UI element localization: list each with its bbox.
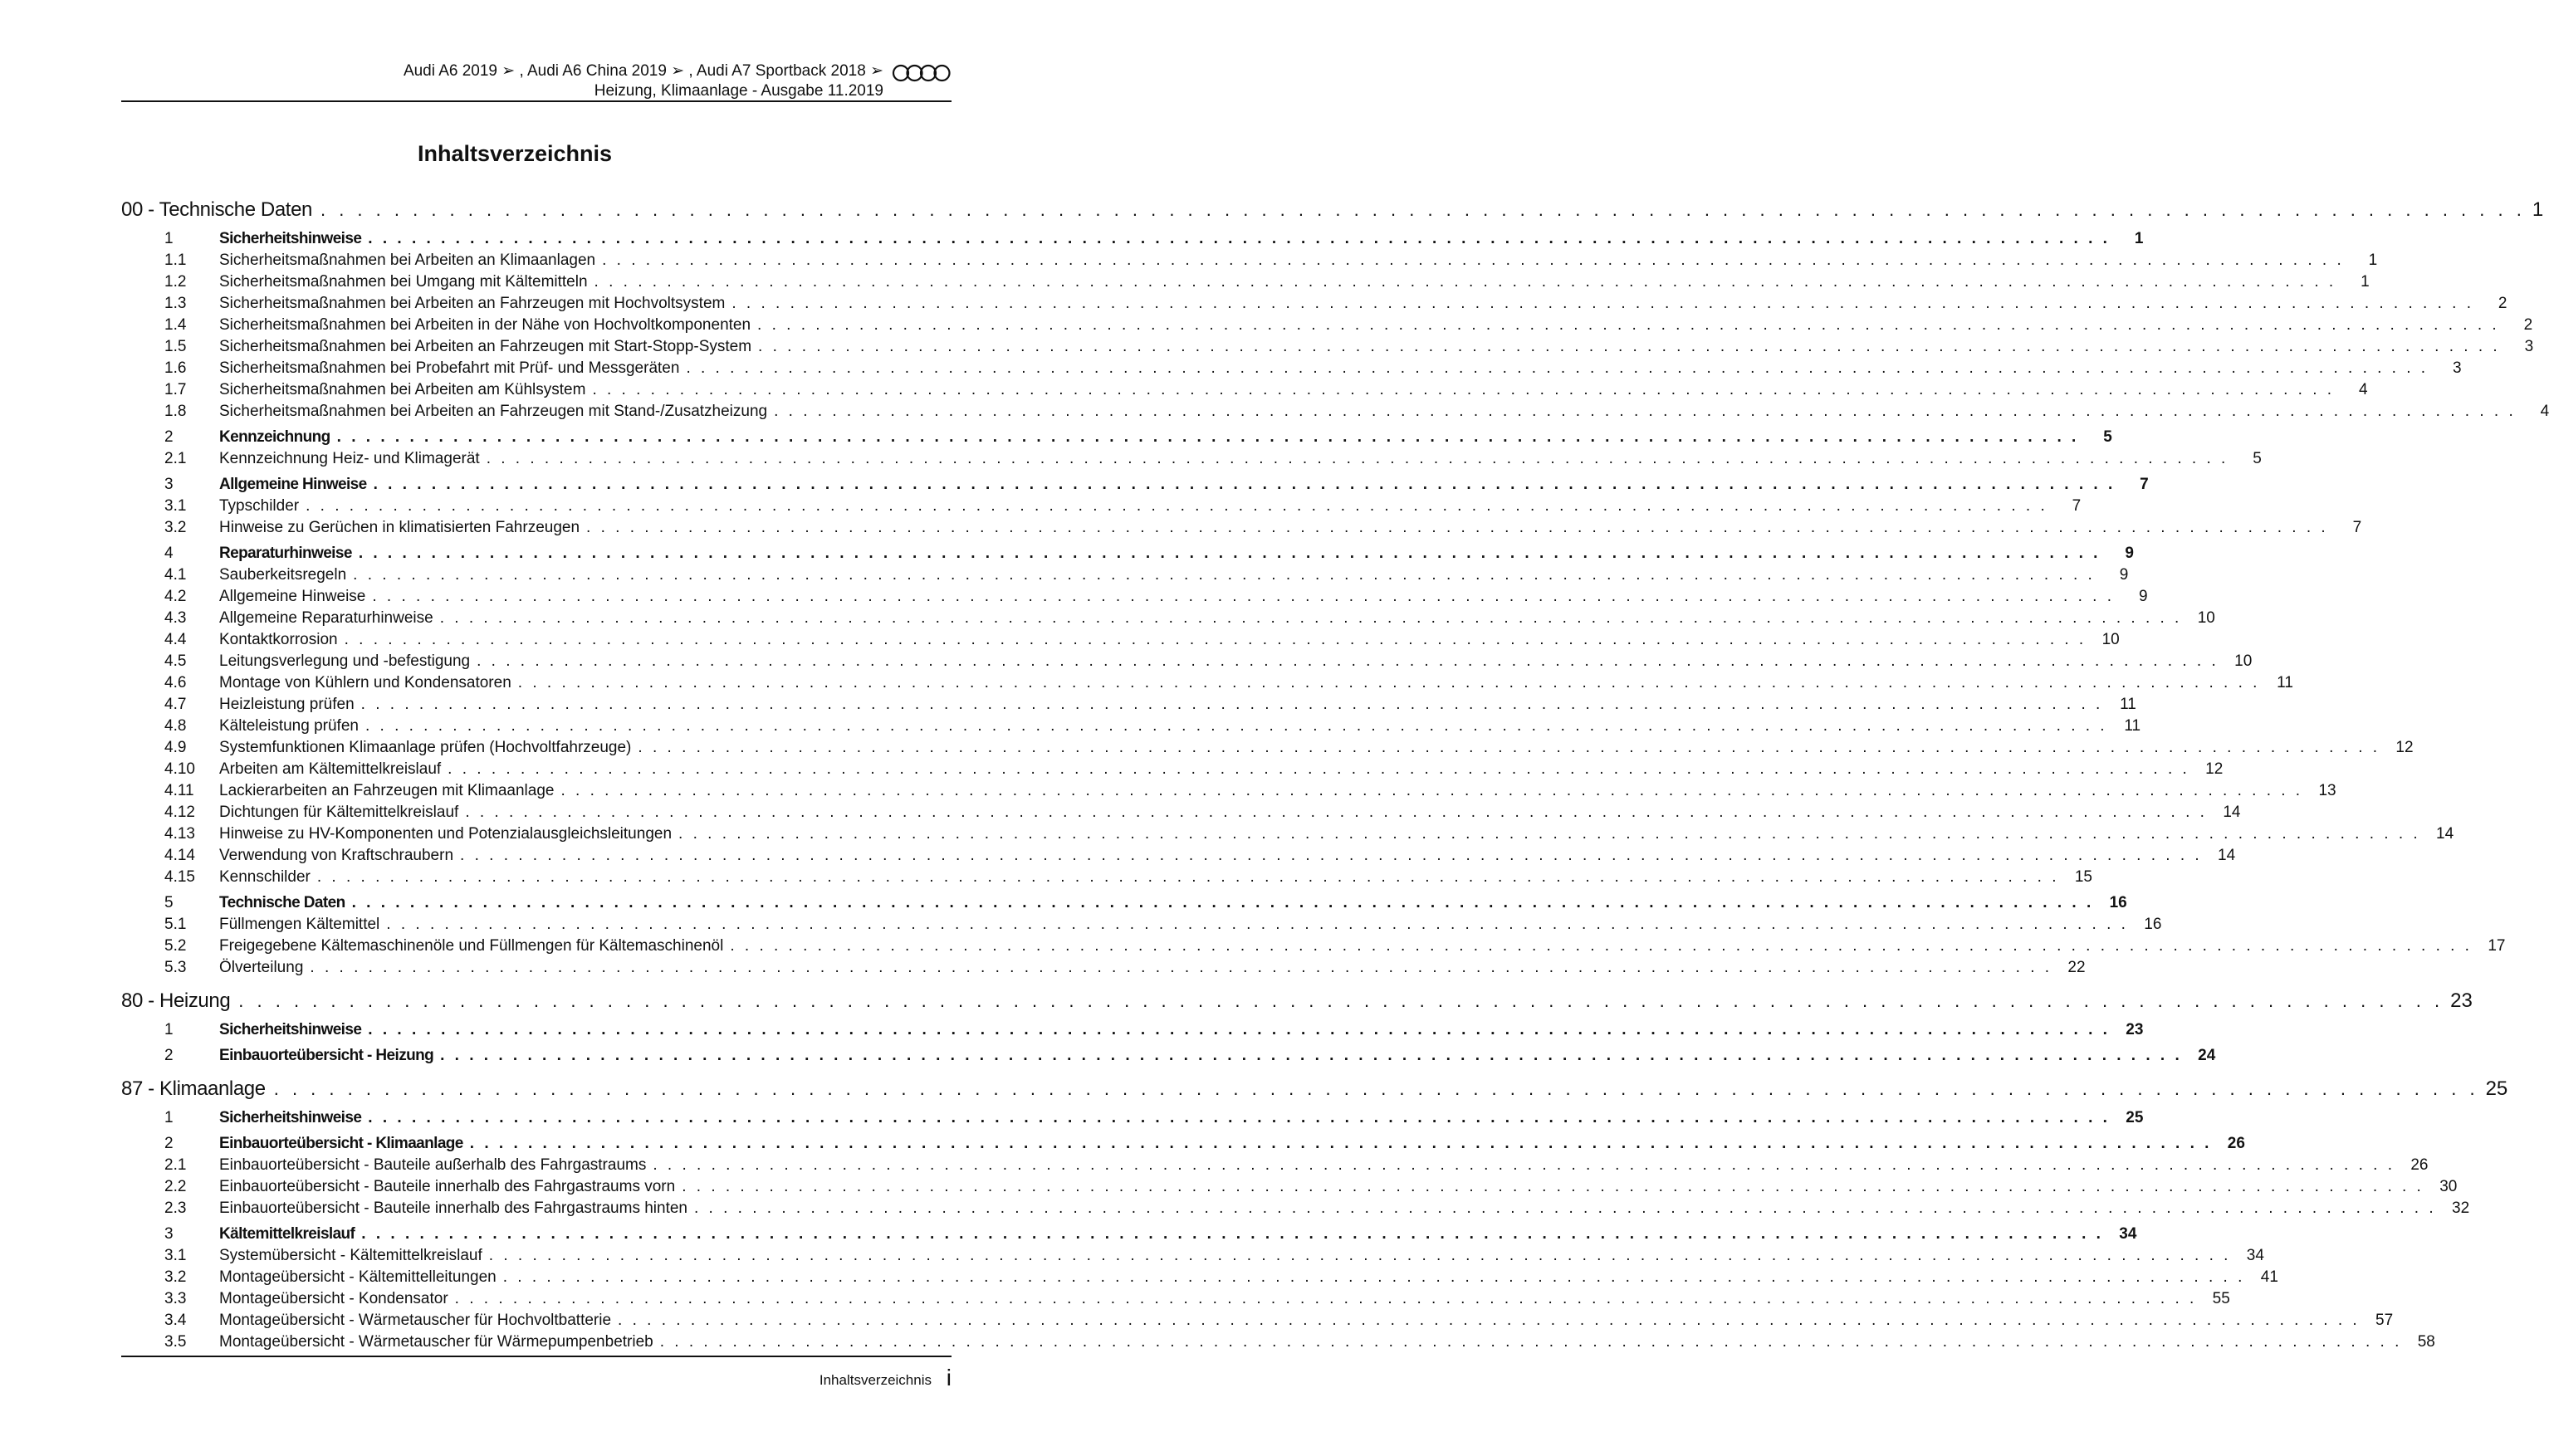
page-header — [121, 58, 952, 103]
entry-title: Sauberkeitsregeln — [219, 566, 347, 584]
toc-entry[interactable] — [121, 379, 2368, 401]
entry-title: Technische Daten — [219, 894, 345, 911]
entry-title: Sicherheitsmaßnahmen bei Arbeiten an Fahrzeugen mit Stand-/Zusatzheizung — [219, 403, 768, 420]
entry-number: 3.4 — [164, 1312, 187, 1329]
entry-page: 13 — [2318, 782, 2336, 799]
entry-number: 1.3 — [164, 295, 187, 312]
toc-entry[interactable] — [121, 1176, 2458, 1198]
toc-entry[interactable] — [121, 936, 2506, 957]
entry-number: 1 — [164, 1021, 174, 1038]
entry-title: Montageübersicht - Wärmetauscher für Wärmepumpenbetrieb — [219, 1333, 653, 1351]
toc-entry[interactable] — [121, 1155, 2429, 1176]
entry-title: Systemübersicht - Kältemittelkreislauf — [219, 1247, 482, 1264]
toc-entry[interactable] — [121, 823, 2454, 845]
toc-section[interactable] — [121, 474, 2149, 496]
leader-dots: . . . . . . . . . . . . . . . . . . . . . . . . . . . . . . . . . . . . . . . . . . . . . . . . . . . . . . . . . . . . . . . . . . . . . . . . . . . . . . . . . . . . . . . . . . . . . . . . . . . . . . . . . . . . . . . . . . . . . . . . — [454, 1290, 2197, 1307]
leader-dots: . . . . . . . . . . . . . . . . . . . . . . . . . . . . . . . . . . . . . . . . . . . . . . . . . . . . . . . . . . . . . . . . . . . . . . . . . . . . . . . . . . . . . . . . . . . . . . . . . . . . . . . . . . . . . . . . . . . . . . . . — [465, 804, 2208, 821]
entry-title: Sicherheitshinweise — [219, 1021, 362, 1038]
entry-page: 34 — [2246, 1247, 2264, 1264]
leader-dots: . . . . . . . . . . . . . . . . . . . . . . . . . . . . . . . . . . . . . . . . . . . . . . . . . . . . . . . . . . . . . . . . . . . . . . . . . . . . . . . . . . . . . . . . . . . . . . . . . . . . . . . . . . . . . . . . . . . . . . . . — [448, 760, 2190, 778]
entry-page: 2 — [2498, 295, 2507, 312]
entry-title: Sicherheitsmaßnahmen bei Arbeiten an Klimaanlagen — [219, 252, 596, 269]
entry-number: 2.2 — [164, 1178, 187, 1195]
toc-entry[interactable] — [121, 1310, 2394, 1331]
entry-number: 4.8 — [164, 717, 187, 735]
leader-dots: . . . . . . . . . . . . . . . . . . . . . . . . . . . . . . . . . . . . . . . . . . . . . . . . . . . . . . . . . . . . . . . . . . . . . . . . . . . . . . . . . . . . . . . . . . . . . . . . . . . . . . . . . . . . . . . . . . . . . . . . — [659, 1333, 2402, 1351]
entry-page: 9 — [2138, 588, 2148, 605]
entry-number: 4.15 — [164, 868, 195, 886]
entry-title: Ölverteilung — [219, 959, 304, 976]
toc-entry[interactable] — [121, 1331, 2435, 1353]
entry-title: Sicherheitsmaßnahmen bei Arbeiten in der Nähe von Hochvoltkomponenten — [219, 316, 751, 334]
entry-page: 1 — [2134, 230, 2144, 247]
entry-page: 22 — [2067, 959, 2086, 976]
entry-page: 57 — [2375, 1312, 2394, 1329]
entry-page: 16 — [2144, 916, 2162, 933]
entry-title: Montageübersicht - Kältemittelleitungen — [219, 1268, 497, 1286]
chapter-title: 80 - Heizung — [121, 989, 231, 1012]
entry-number: 1.5 — [164, 338, 187, 355]
entry-number: 4.2 — [164, 588, 187, 605]
entry-number: 1 — [164, 230, 174, 247]
toc-entry[interactable] — [121, 651, 2253, 672]
entry-page: 17 — [2488, 937, 2506, 955]
toc-entry[interactable] — [121, 1198, 2470, 1219]
entry-number: 1.6 — [164, 359, 187, 377]
entry-title: Heizleistung prüfen — [219, 696, 355, 713]
entry-page: 15 — [2074, 868, 2092, 886]
entry-number: 2 — [164, 428, 174, 446]
entry-page: 3 — [2524, 338, 2534, 355]
entry-title: Allgemeine Reparaturhinweise — [219, 609, 433, 627]
entry-title: Einbauorteübersicht - Bauteile innerhalb des Fahrgastraums hinten — [219, 1199, 687, 1217]
entry-number: 3 — [164, 476, 174, 493]
header-rule — [121, 100, 952, 102]
entry-page: 2 — [2523, 316, 2533, 334]
footer-label: Inhaltsverzeichnis — [819, 1372, 932, 1388]
table-of-contents — [121, 196, 2549, 1353]
entry-title: Allgemeine Hinweise — [219, 476, 367, 493]
toc-entry[interactable] — [121, 737, 2414, 759]
leader-dots: . . . . . . . . . . . . . . . . . . . . . . . . . . . . . . . . . . . . . . . . . . . . . . . . . . . . . . . . . . . . . . . . . . . . . . . . . . . . . . . . . . . . . . . . . . . . . . . . . . . . . . . . . . . . . . . . . . . . . . . . — [368, 230, 2111, 247]
entry-number: 4.9 — [164, 739, 187, 756]
entry-page: 5 — [2103, 428, 2112, 446]
toc-entry[interactable] — [121, 586, 2148, 608]
entry-title: Arbeiten am Kältemittelkreislauf — [219, 760, 442, 778]
entry-number: 4.6 — [164, 674, 187, 691]
entry-number: 1.1 — [164, 252, 187, 269]
entry-page: 23 — [2126, 1021, 2144, 1038]
leader-dots: . . . . . . . . . . . . . . . . . . . . . . . . . . . . . . . . . . . . . . . . . . . . . . . . . . . . . . . . . . . . . . . . . . . . . . . . . . . . . . . . . . . . . . . . . . . . . . . . . . . . . . . . . . . . . . . . . . . . . . . . — [368, 1109, 2111, 1126]
entry-title: Verwendung von Kraftschraubern — [219, 847, 454, 864]
leader-dots: . . . . . . . . . . . . . . . . . . . . . . . . . . . . . . . . . . . . . . . . . . . . . . . . . . . . . . . . . . . . . . . . . . . . . . . . . . . . . . . . . . . . . . . . . . . . . . . . . . . . . . . . . . . . . . . . . . . . . . . . — [486, 450, 2229, 467]
entry-title: Sicherheitsmaßnahmen bei Arbeiten an Fahrzeugen mit Hochvoltsystem — [219, 295, 726, 312]
leader-dots: . . . . . . . . . . . . . . . . . . . . . . . . . . . . . . . . . . . . . . . . . . . . . . . . . . . . . . . . . . . . . . . . . . . . . . . . . . . . . . . . . . . . . . . . . . . . . . . . . . . . . . . . . . . . . . . . . . . . . . . . — [351, 894, 2094, 911]
toc-section[interactable] — [121, 543, 2134, 564]
page-title: Inhaltsverzeichnis — [417, 141, 613, 166]
header-edition: Heizung, Klimaanlage - Ausgabe 11.2019 — [594, 82, 883, 100]
entry-number: 1.4 — [164, 316, 187, 334]
entry-page: 14 — [2223, 804, 2241, 821]
audi-rings-logo — [892, 64, 952, 82]
chapter-page: 1 — [2532, 198, 2544, 221]
entry-page: 34 — [2119, 1225, 2137, 1243]
toc-entry[interactable] — [121, 250, 2378, 271]
toc-section[interactable] — [121, 1045, 2216, 1067]
entry-title: Montageübersicht - Wärmetauscher für Hochvoltbatterie — [219, 1312, 612, 1329]
toc-entry[interactable] — [121, 608, 2215, 629]
header-models: Audi A6 2019 ➢ , Audi A6 China 2019 ➢ , Audi A7 Sportback 2018 ➢ — [403, 62, 883, 80]
leader-dots: . . . . . . . . . . . . . . . . . . . . . . . . . . . . . . . . . . . . . . . . . . . . . . . . . . . . . . . . . . . . . . . . . . . . . . . . . . . . . . . . . . . . . . . . . . . . . . . . . . . . . . . . . . . . . . . . . . . . . . . . — [238, 990, 2444, 1011]
entry-page: 14 — [2218, 847, 2236, 864]
entry-title: Füllmengen Kältemittel — [219, 916, 380, 933]
entry-page: 11 — [2277, 674, 2293, 691]
entry-number: 1.2 — [164, 273, 187, 291]
leader-dots: . . . . . . . . . . . . . . . . . . . . . . . . . . . . . . . . . . . . . . . . . . . . . . . . . . . . . . . . . . . . . . . . . . . . . . . . . . . . . . . . . . . . . . . . . . . . . . . . . . . . . . . . . . . . . . . . . . . . . . . . — [618, 1312, 2361, 1329]
toc-section[interactable] — [121, 1224, 2137, 1245]
leader-dots: . . . . . . . . . . . . . . . . . . . . . . . . . . . . . . . . . . . . . . . . . . . . . . . . . . . . . . . . . . . . . . . . . . . . . . . . . . . . . . . . . . . . . . . . . . . . . . . . . . . . . . . . . . . . . . . . . . . . . . . . — [586, 519, 2329, 536]
toc-chapter[interactable] — [121, 1075, 2508, 1103]
entry-page: 26 — [2410, 1156, 2429, 1174]
leader-dots: . . . . . . . . . . . . . . . . . . . . . . . . . . . . . . . . . . . . . . . . . . . . . . . . . . . . . . . . . . . . . . . . . . . . . . . . . . . . . . . . . . . . . . . . . . . . . . . . . . . . . . . . . . . . . . . . . . . . . . . . — [638, 739, 2380, 756]
entry-page: 7 — [2072, 497, 2082, 515]
entry-title: Einbauorteübersicht - Klimaanlage — [219, 1135, 463, 1152]
entry-page: 24 — [2198, 1047, 2216, 1064]
entry-number: 4.13 — [164, 825, 195, 843]
toc-entry[interactable] — [121, 1267, 2278, 1288]
entry-title: Freigegebene Kältemaschinenöle und Füllmengen für Kältemaschinenöl — [219, 937, 724, 955]
entry-number: 1 — [164, 1109, 174, 1126]
leader-dots: . . . . . . . . . . . . . . . . . . . . . . . . . . . . . . . . . . . . . . . . . . . . . . . . . . . . . . . . . . . . . . . . . . . . . . . . . . . . . . . . . . . . . . . . . . . . . . . . . . . . . . . . . . . . . . . . . . . . . . . . — [364, 717, 2108, 735]
leader-dots: . . . . . . . . . . . . . . . . . . . . . . . . . . . . . . . . . . . . . . . . . . . . . . . . . . . . . . . . . . . . . . . . . . . . . . . . . . . . . . . . . . . . . . . . . . . . . . . . . . . . . . . . . . . . . . . . . . . . . . . . — [477, 652, 2219, 670]
entry-number: 4.5 — [164, 652, 187, 670]
leader-dots: . . . . . . . . . . . . . . . . . . . . . . . . . . . . . . . . . . . . . . . . . . . . . . . . . . . . . . . . . . . . . . . . . . . . . . . . . . . . . . . . . . . . . . . . . . . . . . . . . . . . . . . . . . . . . . . . . . . . . . . . — [306, 497, 2048, 515]
leader-dots: . . . . . . . . . . . . . . . . . . . . . . . . . . . . . . . . . . . . . . . . . . . . . . . . . . . . . . . . . . . . . . . . . . . . . . . . . . . . . . . . . . . . . . . . . . . . . . . . . . . . . . . . . . . . . . . . . . . . . . . . — [730, 937, 2473, 955]
entry-page: 7 — [2140, 476, 2149, 493]
entry-number: 5.1 — [164, 916, 187, 933]
entry-title: Montage von Kühlern und Kondensatoren — [219, 674, 511, 691]
leader-dots: . . . . . . . . . . . . . . . . . . . . . . . . . . . . . . . . . . . . . . . . . . . . . . . . . . . . . . . . . . . . . . . . . . . . . . . . . . . . . . . . . . . . . . . . . . . . . . . . . . . . . . . . . . . . . . . . . . . . . . . . — [353, 566, 2096, 584]
toc-entry[interactable] — [121, 957, 2086, 979]
entry-number: 4.1 — [164, 566, 187, 584]
entry-page: 1 — [2368, 252, 2378, 269]
chapter-page: 23 — [2450, 989, 2473, 1012]
entry-number: 3.2 — [164, 1268, 187, 1286]
entry-title: Einbauorteübersicht - Bauteile außerhalb des Fahrgastraums — [219, 1156, 647, 1174]
toc-section[interactable] — [121, 1107, 2144, 1129]
leader-dots: . . . . . . . . . . . . . . . . . . . . . . . . . . . . . . . . . . . . . . . . . . . . . . . . . . . . . . . . . . . . . . . . . . . . . . . . . . . . . . . . . . . . . . . . . . . . . . . . . . . . . . . . . . . . . . . . . . . . . . . . — [368, 1021, 2111, 1038]
leader-dots: . . . . . . . . . . . . . . . . . . . . . . . . . . . . . . . . . . . . . . . . . . . . . . . . . . . . . . . . . . . . . . . . . . . . . . . . . . . . . . . . . . . . . . . . . . . . . . . . . . . . . . . . . . . . . . . . . . . . . . . . — [320, 199, 2526, 220]
toc-entry[interactable] — [121, 1245, 2264, 1267]
toc-entry[interactable] — [121, 358, 2462, 379]
toc-section[interactable] — [121, 427, 2112, 448]
leader-dots: . . . . . . . . . . . . . . . . . . . . . . . . . . . . . . . . . . . . . . . . . . . . . . . . . . . . . . . . . . . . . . . . . . . . . . . . . . . . . . . . . . . . . . . . . . . . . . . . . . . . . . . . . . . . . . . . . . . . . . . . — [488, 1247, 2231, 1264]
leader-dots: . . . . . . . . . . . . . . . . . . . . . . . . . . . . . . . . . . . . . . . . . . . . . . . . . . . . . . . . . . . . . . . . . . . . . . . . . . . . . . . . . . . . . . . . . . . . . . . . . . . . . . . . . . . . . . . . . . . . . . . . — [372, 588, 2115, 605]
toc-entry[interactable] — [121, 564, 2129, 586]
footer-rule — [121, 1356, 952, 1357]
toc-chapter[interactable] — [121, 987, 2473, 1015]
leader-dots: . . . . . . . . . . . . . . . . . . . . . . . . . . . . . . . . . . . . . . . . . . . . . . . . . . . . . . . . . . . . . . . . . . . . . . . . . . . . . . . . . . . . . . . . . . . . . . . . . . . . . . . . . . . . . . . . . . . . . . . . — [360, 696, 2103, 713]
entry-page: 58 — [2417, 1333, 2435, 1351]
entry-title: Kennzeichnung — [219, 428, 330, 446]
entry-number: 4.12 — [164, 804, 195, 821]
leader-dots: . . . . . . . . . . . . . . . . . . . . . . . . . . . . . . . . . . . . . . . . . . . . . . . . . . . . . . . . . . . . . . . . . . . . . . . . . . . . . . . . . . . . . . . . . . . . . . . . . . . . . . . . . . . . . . . . . . . . . . . . — [373, 476, 2116, 493]
entry-title: Dichtungen für Kältemittelkreislauf — [219, 804, 459, 821]
leader-dots: . . . . . . . . . . . . . . . . . . . . . . . . . . . . . . . . . . . . . . . . . . . . . . . . . . . . . . . . . . . . . . . . . . . . . . . . . . . . . . . . . . . . . . . . . . . . . . . . . . . . . . . . . . . . . . . . . . . . . . . . — [682, 1178, 2424, 1195]
entry-page: 32 — [2452, 1199, 2470, 1217]
toc-entry[interactable] — [121, 867, 2092, 888]
chapter-page: 25 — [2485, 1077, 2508, 1100]
leader-dots: . . . . . . . . . . . . . . . . . . . . . . . . . . . . . . . . . . . . . . . . . . . . . . . . . . . . . . . . . . . . . . . . . . . . . . . . . . . . . . . . . . . . . . . . . . . . . . . . . . . . . . . . . . . . . . . . . . . . . . . . — [361, 1225, 2104, 1243]
entry-number: 4.3 — [164, 609, 187, 627]
leader-dots: . . . . . . . . . . . . . . . . . . . . . . . . . . . . . . . . . . . . . . . . . . . . . . . . . . . . . . . . . . . . . . . . . . . . . . . . . . . . . . . . . . . . . . . . . . . . . . . . . . . . . . . . . . . . . . . . . . . . . . . . — [310, 959, 2052, 976]
entry-title: Sicherheitsmaßnahmen bei Probefahrt mit Prüf- und Messgeräten — [219, 359, 680, 377]
toc-entry[interactable] — [121, 401, 2549, 423]
entry-page: 30 — [2439, 1178, 2458, 1195]
leader-dots: . . . . . . . . . . . . . . . . . . . . . . . . . . . . . . . . . . . . . . . . . . . . . . . . . . . . . . . . . . . . . . . . . . . . . . . . . . . . . . . . . . . . . . . . . . . . . . . . . . . . . . . . . . . . . . . . . . . . . . . . — [653, 1156, 2395, 1174]
leader-dots: . . . . . . . . . . . . . . . . . . . . . . . . . . . . . . . . . . . . . . . . . . . . . . . . . . . . . . . . . . . . . . . . . . . . . . . . . . . . . . . . . . . . . . . . . . . . . . . . . . . . . . . . . . . . . . . . . . . . . . . . — [344, 631, 2087, 648]
leader-dots: . . . . . . . . . . . . . . . . . . . . . . . . . . . . . . . . . . . . . . . . . . . . . . . . . . . . . . . . . . . . . . . . . . . . . . . . . . . . . . . . . . . . . . . . . . . . . . . . . . . . . . . . . . . . . . . . . . . . . . . . — [758, 338, 2501, 355]
entry-page: 16 — [2109, 894, 2127, 911]
toc-entry[interactable] — [121, 517, 2362, 539]
leader-dots: . . . . . . . . . . . . . . . . . . . . . . . . . . . . . . . . . . . . . . . . . . . . . . . . . . . . . . . . . . . . . . . . . . . . . . . . . . . . . . . . . . . . . . . . . . . . . . . . . . . . . . . . . . . . . . . . . . . . . . . . — [694, 1199, 2437, 1217]
entry-page: 9 — [2119, 566, 2129, 584]
entry-page: 5 — [2253, 450, 2262, 467]
leader-dots: . . . . . . . . . . . . . . . . . . . . . . . . . . . . . . . . . . . . . . . . . . . . . . . . . . . . . . . . . . . . . . . . . . . . . . . . . . . . . . . . . . . . . . . . . . . . . . . . . . . . . . . . . . . . . . . . . . . . . . . . — [316, 868, 2059, 886]
entry-page: 10 — [2197, 609, 2215, 627]
toc-entry[interactable] — [121, 496, 2082, 517]
entry-page: 4 — [2540, 403, 2549, 420]
entry-title: Sicherheitsmaßnahmen bei Umgang mit Kältemitteln — [219, 273, 588, 291]
entry-number: 2 — [164, 1047, 174, 1064]
entry-title: Sicherheitsmaßnahmen bei Arbeiten am Kühlsystem — [219, 381, 586, 398]
entry-title: Lackierarbeiten an Fahrzeugen mit Klimaanlage — [219, 782, 555, 799]
leader-dots: . . . . . . . . . . . . . . . . . . . . . . . . . . . . . . . . . . . . . . . . . . . . . . . . . . . . . . . . . . . . . . . . . . . . . . . . . . . . . . . . . . . . . . . . . . . . . . . . . . . . . . . . . . . . . . . . . . . . . . . . — [440, 1047, 2183, 1064]
entry-number: 3.2 — [164, 519, 187, 536]
entry-title: Hinweise zu Gerüchen in klimatisierten Fahrzeugen — [219, 519, 580, 536]
entry-page: 14 — [2436, 825, 2454, 843]
chapter-title: 87 - Klimaanlage — [121, 1077, 266, 1100]
leader-dots: . . . . . . . . . . . . . . . . . . . . . . . . . . . . . . . . . . . . . . . . . . . . . . . . . . . . . . . . . . . . . . . . . . . . . . . . . . . . . . . . . . . . . . . . . . . . . . . . . . . . . . . . . . . . . . . . . . . . . . . . — [502, 1268, 2245, 1286]
entry-number: 5.3 — [164, 959, 187, 976]
leader-dots: . . . . . . . . . . . . . . . . . . . . . . . . . . . . . . . . . . . . . . . . . . . . . . . . . . . . . . . . . . . . . . . . . . . . . . . . . . . . . . . . . . . . . . . . . . . . . . . . . . . . . . . . . . . . . . . . . . . . . . . . — [439, 609, 2182, 627]
entry-title: Kennzeichnung Heiz- und Klimagerät — [219, 450, 480, 467]
toc-entry[interactable] — [121, 759, 2224, 780]
entry-number: 5.2 — [164, 937, 187, 955]
toc-section[interactable] — [121, 892, 2127, 914]
toc-entry[interactable] — [121, 293, 2507, 315]
leader-dots: . . . . . . . . . . . . . . . . . . . . . . . . . . . . . . . . . . . . . . . . . . . . . . . . . . . . . . . . . . . . . . . . . . . . . . . . . . . . . . . . . . . . . . . . . . . . . . . . . . . . . . . . . . . . . . . . . . . . . . . . — [592, 381, 2335, 398]
entry-title: Leitungsverlegung und -befestigung — [219, 652, 471, 670]
entry-title: Reparaturhinweise — [219, 545, 352, 562]
entry-number: 4.4 — [164, 631, 187, 648]
toc-entry[interactable] — [121, 845, 2236, 867]
toc-section[interactable] — [121, 1133, 2245, 1155]
entry-number: 2.3 — [164, 1199, 187, 1217]
entry-title: Hinweise zu HV-Komponenten und Potenzialausgleichsleitungen — [219, 825, 673, 843]
leader-dots: . . . . . . . . . . . . . . . . . . . . . . . . . . . . . . . . . . . . . . . . . . . . . . . . . . . . . . . . . . . . . . . . . . . . . . . . . . . . . . . . . . . . . . . . . . . . . . . . . . . . . . . . . . . . . . . . . . . . . . . . — [469, 1135, 2212, 1152]
entry-title: Einbauorteübersicht - Bauteile innerhalb des Fahrgastraums vorn — [219, 1178, 676, 1195]
entry-number: 4.7 — [164, 696, 187, 713]
leader-dots: . . . . . . . . . . . . . . . . . . . . . . . . . . . . . . . . . . . . . . . . . . . . . . . . . . . . . . . . . . . . . . . . . . . . . . . . . . . . . . . . . . . . . . . . . . . . . . . . . . . . . . . . . . . . . . . . . . . . . . . . — [774, 403, 2517, 420]
entry-number: 1.8 — [164, 403, 187, 420]
toc-entry[interactable] — [121, 914, 2162, 936]
entry-page: 1 — [2361, 273, 2370, 291]
entry-title: Kontaktkorrosion — [219, 631, 338, 648]
toc-entry[interactable] — [121, 448, 2262, 470]
toc-entry[interactable] — [121, 271, 2370, 293]
toc-entry[interactable] — [121, 780, 2336, 802]
entry-number: 4 — [164, 545, 174, 562]
entry-page: 12 — [2395, 739, 2414, 756]
leader-dots: . . . . . . . . . . . . . . . . . . . . . . . . . . . . . . . . . . . . . . . . . . . . . . . . . . . . . . . . . . . . . . . . . . . . . . . . . . . . . . . . . . . . . . . . . . . . . . . . . . . . . . . . . . . . . . . . . . . . . . . . — [686, 359, 2429, 377]
entry-title: Typschilder — [219, 497, 300, 515]
entry-title: Sicherheitsmaßnahmen bei Arbeiten an Fahrzeugen mit Start-Stopp-System — [219, 338, 752, 355]
toc-chapter[interactable] — [121, 196, 2544, 224]
entry-page: 9 — [2125, 545, 2134, 562]
entry-page: 25 — [2126, 1109, 2144, 1126]
entry-number: 4.11 — [164, 782, 194, 799]
chapter-title: 00 - Technische Daten — [121, 198, 312, 221]
toc-entry[interactable] — [121, 1288, 2230, 1310]
toc-entry[interactable] — [121, 716, 2141, 737]
leader-dots: . . . . . . . . . . . . . . . . . . . . . . . . . . . . . . . . . . . . . . . . . . . . . . . . . . . . . . . . . . . . . . . . . . . . . . . . . . . . . . . . . . . . . . . . . . . . . . . . . . . . . . . . . . . . . . . . . . . . . . . . — [517, 674, 2260, 691]
entry-page: 55 — [2212, 1290, 2230, 1307]
entry-number: 3.3 — [164, 1290, 187, 1307]
toc-entry[interactable] — [121, 672, 2293, 694]
entry-page: 41 — [2260, 1268, 2278, 1286]
leader-dots: . . . . . . . . . . . . . . . . . . . . . . . . . . . . . . . . . . . . . . . . . . . . . . . . . . . . . . . . . . . . . . . . . . . . . . . . . . . . . . . . . . . . . . . . . . . . . . . . . . . . . . . . . . . . . . . . . . . . . . . . — [560, 782, 2303, 799]
leader-dots: . . . . . . . . . . . . . . . . . . . . . . . . . . . . . . . . . . . . . . . . . . . . . . . . . . . . . . . . . . . . . . . . . . . . . . . . . . . . . . . . . . . . . . . . . . . . . . . . . . . . . . . . . . . . . . . . . . . . . . . . — [336, 428, 2079, 446]
entry-number: 2 — [164, 1135, 174, 1152]
entry-number: 4.10 — [164, 760, 195, 778]
toc-section[interactable] — [121, 228, 2144, 250]
entry-number: 2.1 — [164, 450, 187, 467]
toc-entry[interactable] — [121, 315, 2533, 336]
entry-number: 4.14 — [164, 847, 195, 864]
leader-dots: . . . . . . . . . . . . . . . . . . . . . . . . . . . . . . . . . . . . . . . . . . . . . . . . . . . . . . . . . . . . . . . . . . . . . . . . . . . . . . . . . . . . . . . . . . . . . . . . . . . . . . . . . . . . . . . . . . . . . . . . — [731, 295, 2474, 312]
toc-section[interactable] — [121, 1019, 2144, 1041]
entry-title: Kennschilder — [219, 868, 311, 886]
entry-number: 3.5 — [164, 1333, 187, 1351]
footer-page-number: i — [946, 1365, 952, 1390]
entry-number: 3 — [164, 1225, 174, 1243]
entry-page: 4 — [2359, 381, 2368, 398]
entry-title: Sicherheitshinweise — [219, 230, 362, 247]
entry-number: 3.1 — [164, 1247, 187, 1264]
toc-entry[interactable] — [121, 802, 2241, 823]
toc-entry[interactable] — [121, 694, 2136, 716]
entry-page: 3 — [2453, 359, 2462, 377]
entry-page: 10 — [2101, 631, 2120, 648]
entry-title: Allgemeine Hinweise — [219, 588, 366, 605]
entry-title: Einbauorteübersicht - Heizung — [219, 1047, 434, 1064]
leader-dots: . . . . . . . . . . . . . . . . . . . . . . . . . . . . . . . . . . . . . . . . . . . . . . . . . . . . . . . . . . . . . . . . . . . . . . . . . . . . . . . . . . . . . . . . . . . . . . . . . . . . . . . . . . . . . . . . . . . . . . . . — [602, 252, 2345, 269]
entry-title: Kältemittelkreislauf — [219, 1225, 355, 1243]
entry-number: 1.7 — [164, 381, 187, 398]
entry-page: 11 — [2124, 717, 2141, 735]
entry-number: 3.1 — [164, 497, 187, 515]
entry-title: Sicherheitshinweise — [219, 1109, 362, 1126]
toc-entry[interactable] — [121, 629, 2120, 651]
entry-title: Montageübersicht - Kondensator — [219, 1290, 448, 1307]
leader-dots: . . . . . . . . . . . . . . . . . . . . . . . . . . . . . . . . . . . . . . . . . . . . . . . . . . . . . . . . . . . . . . . . . . . . . . . . . . . . . . . . . . . . . . . . . . . . . . . . . . . . . . . . . . . . . . . . . . . . . . . . — [594, 273, 2336, 291]
entry-page: 26 — [2227, 1135, 2245, 1152]
leader-dots: . . . . . . . . . . . . . . . . . . . . . . . . . . . . . . . . . . . . . . . . . . . . . . . . . . . . . . . . . . . . . . . . . . . . . . . . . . . . . . . . . . . . . . . . . . . . . . . . . . . . . . . . . . . . . . . . . . . . . . . . — [386, 916, 2129, 933]
leader-dots: . . . . . . . . . . . . . . . . . . . . . . . . . . . . . . . . . . . . . . . . . . . . . . . . . . . . . . . . . . . . . . . . . . . . . . . . . . . . . . . . . . . . . . . . . . . . . . . . . . . . . . . . . . . . . . . . . . . . . . . . — [460, 847, 2203, 864]
leader-dots: . . . . . . . . . . . . . . . . . . . . . . . . . . . . . . . . . . . . . . . . . . . . . . . . . . . . . . . . . . . . . . . . . . . . . . . . . . . . . . . . . . . . . . . . . . . . . . . . . . . . . . . . . . . . . . . . . . . . . . . . — [757, 316, 2500, 334]
entry-title: Systemfunktionen Klimaanlage prüfen (Hochvoltfahrzeuge) — [219, 739, 632, 756]
toc-entry[interactable] — [121, 336, 2534, 358]
entry-title: Kälteleistung prüfen — [219, 717, 359, 735]
leader-dots: . . . . . . . . . . . . . . . . . . . . . . . . . . . . . . . . . . . . . . . . . . . . . . . . . . . . . . . . . . . . . . . . . . . . . . . . . . . . . . . . . . . . . . . . . . . . . . . . . . . . . . . . . . . . . . . . . . . . . . . . — [358, 545, 2101, 562]
entry-number: 2.1 — [164, 1156, 187, 1174]
leader-dots: . . . . . . . . . . . . . . . . . . . . . . . . . . . . . . . . . . . . . . . . . . . . . . . . . . . . . . . . . . . . . . . . . . . . . . . . . . . . . . . . . . . . . . . . . . . . . . . . . . . . . . . . . . . . . . . . . . . . . . . . — [678, 825, 2421, 843]
entry-page: 11 — [2120, 696, 2136, 713]
entry-number: 5 — [164, 894, 174, 911]
entry-page: 10 — [2234, 652, 2253, 670]
leader-dots: . . . . . . . . . . . . . . . . . . . . . . . . . . . . . . . . . . . . . . . . . . . . . . . . . . . . . . . . . . . . . . . . . . . . . . . . . . . . . . . . . . . . . . . . . . . . . . . . . . . . . . . . . . . . . . . . . . . . . . . . — [273, 1078, 2479, 1099]
entry-page: 7 — [2352, 519, 2362, 536]
entry-page: 12 — [2205, 760, 2224, 778]
